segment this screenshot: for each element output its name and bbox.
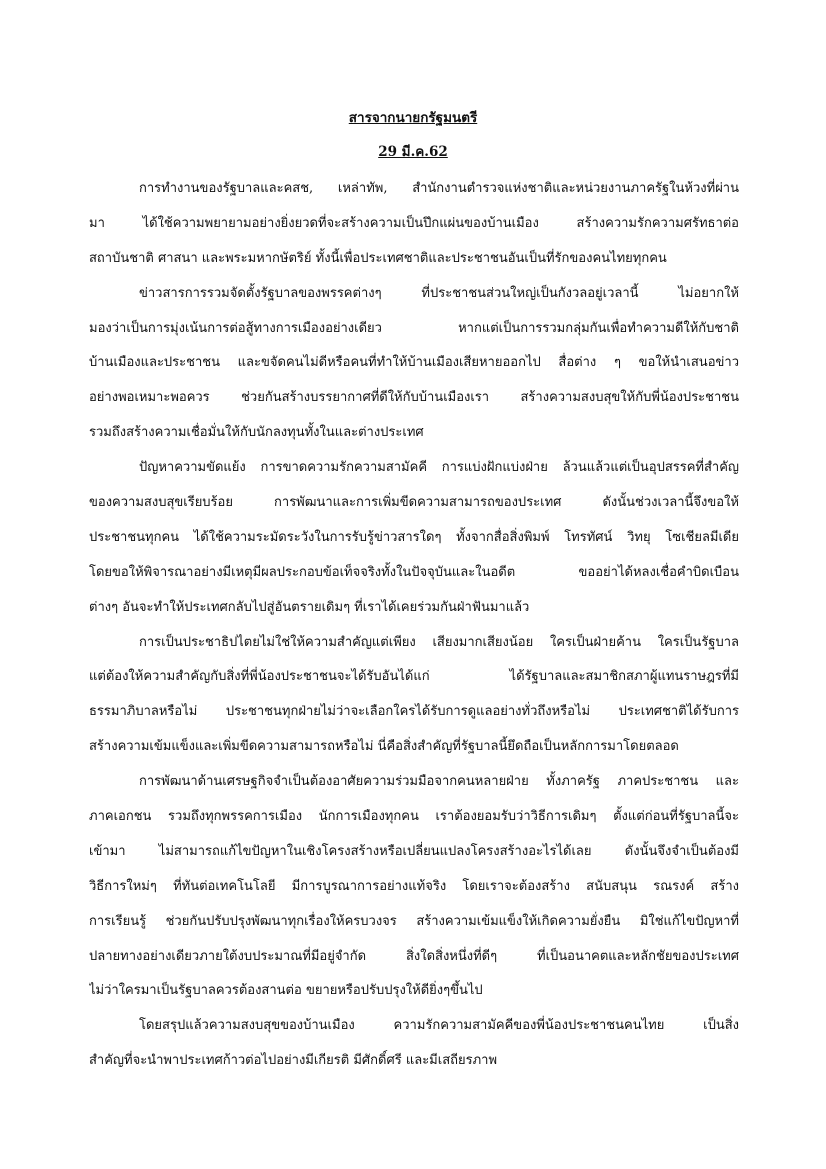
paragraph-line: ต่างๆ อันจะทำให้ประเทศกลับไปสู่อันตรายเดิมๆ ที่เราได้เคยร่วมกันฝ่าฟันมาแล้ว <box>89 599 530 615</box>
paragraph-line: การเรียนรู้ ช่วยกันปรับปรุงพัฒนาทุกเรื่องให้ครบวงจร สร้างความเข้มแข็งให้เกิดความยั่งยืน มิใช่แก้ไขปัญหาที่ <box>89 913 739 929</box>
paragraph-line: อย่างพอเหมาะพอควร ช่วยกันสร้างบรรยากาศที่ดีให้กับบ้านเมืองเรา สร้างความสงบสุขให้กับพี่น้องประชาชน <box>89 390 739 406</box>
paragraph-line: รวมถึงสร้างความเชื่อมั่นให้กับนักลงทุนทั้งในและต่างประเทศ <box>89 425 424 441</box>
paragraph-line: สำคัญที่จะนำพาประเทศก้าวต่อไปอย่างมีเกียรติ มีศักดิ์ศรี และมีเสถียรภาพ <box>89 1053 498 1069</box>
paragraph-line: ข่าวสารการรวมจัดตั้งรัฐบาลของพรรคต่างๆ ที่ประชาชนส่วนใหญ่เป็นกังวลอยู่เวลานี้ ไม่อยากให้ <box>139 285 739 301</box>
paragraph-line: ของความสงบสุขเรียบร้อย การพัฒนาและการเพิ่มขีดความสามารถของประเทศ ดังนั้นช่วงเวลานี้จึงขอให้ <box>89 495 739 511</box>
paragraph-line: มา ได้ใช้ความพยายามอย่างยิ่งยวดที่จะสร้างความเป็นปึกแผ่นของบ้านเมือง สร้างความรักความศรัทธาต่อ <box>89 215 739 231</box>
paragraph-line: บ้านเมืองและประชาชน และขจัดคนไม่ดีหรือคนที่ทำให้บ้านเมืองเสียหายออกไป สื่อต่าง ๆ ขอให้นำเสนอข่าว <box>89 355 739 371</box>
document-body <box>89 172 739 1079</box>
paragraph-line: ภาคเอกชน รวมถึงทุกพรรคการเมือง นักการเมืองทุกคน เราต้องยอมรับว่าวิธีการเดิมๆ ตั้งแต่ก่อนที่รัฐบาลนี้จะ <box>89 809 739 825</box>
paragraph-line: มองว่าเป็นการมุ่งเน้นการต่อสู้ทางการเมืองอย่างเดียว หากแต่เป็นการรวมกลุ่มกันเพื่อทำความดีให้กับชาติ <box>89 320 739 336</box>
paragraph <box>89 451 739 625</box>
paragraph <box>89 626 739 766</box>
paragraph <box>89 277 739 451</box>
paragraph-line: การทำงานของรัฐบาลและคสช, เหล่าทัพ, สำนักงานตำรวจแห่งชาติและหน่วยงานภาครัฐในห้วงที่ผ่าน <box>139 181 739 196</box>
document-title: สารจากนายกรัฐมนตรี <box>348 110 478 126</box>
paragraph-line: วิธีการใหม่ๆ ที่ทันต่อเทคโนโลยี มีการบูรณาการอย่างแท้จริง โดยเราจะต้องสร้าง สนับสนุน รณรงค์ สร้าง <box>89 878 739 894</box>
paragraph-line: ปัญหาความขัดแย้ง การขาดความรักความสามัคคี การแบ่งฝักแบ่งฝ่าย ล้วนแล้วแต่เป็นอุปสรรคที่สำคัญ <box>139 460 739 476</box>
paragraph <box>89 1009 739 1079</box>
paragraph-line: แต่ต้องให้ความสำคัญกับสิ่งที่พี่น้องประชาชนจะได้รับอันได้แก่ ได้รัฐบาลและสมาชิกสภาผู้แทนราษฎรที่มี <box>89 669 739 685</box>
paragraph-line: โดยขอให้พิจารณาอย่างมีเหตุมีผลประกอบข้อเท็จจริงทั้งในปัจจุบันและในอดีต ขออย่าได้หลงเชื่อคำบิดเบือน <box>89 564 739 580</box>
paragraph-line: โดยสรุปแล้วความสงบสุขของบ้านเมือง ความรักความสามัคคีของพี่น้องประชาชนคนไทย เป็นสิ่ง <box>139 1018 739 1034</box>
paragraph-line: ธรรมาภิบาลหรือไม่ ประชาชนทุกฝ่ายไม่ว่าจะเลือกใครได้รับการดูแลอย่างทั่วถึงหรือไม่ ประเทศชาติได้รับการ <box>89 704 739 720</box>
paragraph-line: การเป็นประชาธิปไตยไม่ใช่ให้ความสำคัญแต่เพียง เสียงมากเสียงน้อย ใครเป็นฝ่ายค้าน ใครเป็นรัฐบาล <box>139 634 739 650</box>
paragraph-line: ปลายทางอย่างเดียวภายใต้งบประมาณที่มีอยู่จำกัด สิ่งใดสิ่งหนึ่งที่ดีๆ ที่เป็นอนาคตและหลักชัยของประเทศ <box>89 948 739 964</box>
paragraph <box>89 765 739 1009</box>
paragraph-line: สถาบันชาติ ศาสนา และพระมหากษัตริย์ ทั้งนี้เพื่อประเทศชาติและประชาชนอันเป็นที่รักของคนไทยทุกคน <box>89 250 667 266</box>
paragraph-line: สร้างความเข้มแข็งและเพิ่มขีดความสามารถหรือไม่ นี่คือสิ่งสำคัญที่รัฐบาลนี้ยึดถือเป็นหลักการมาโดยตลอด <box>89 739 679 755</box>
paragraph-line: การพัฒนาด้านเศรษฐกิจจำเป็นต้องอาศัยความร่วมมือจากคนหลายฝ่าย ทั้งภาครัฐ ภาคประชาชน และ <box>139 774 739 790</box>
paragraph <box>89 172 739 277</box>
paragraph-line: ประชาชนทุกคน ได้ใช้ความระมัดระวังในการรับรู้ข่าวสารใดๆ ทั้งจากสื่อสิ่งพิมพ์ โทรทัศน์ วิทยุ โซเชียลมีเดีย <box>89 529 739 545</box>
paragraph-line: ไม่ว่าใครมาเป็นรัฐบาลควรต้องสานต่อ ขยายหรือปรับปรุงให้ดียิ่งๆขึ้นไป <box>89 983 483 999</box>
document-date: 29 มี.ค.62 <box>378 144 448 160</box>
paragraph-line: เข้ามา ไม่สามารถแก้ไขปัญหาในเชิงโครงสร้างหรือเปลี่ยนแปลงโครงสร้างอะไรได้เลย ดังนั้นจึงจำเป็นต้องมี <box>89 843 739 859</box>
